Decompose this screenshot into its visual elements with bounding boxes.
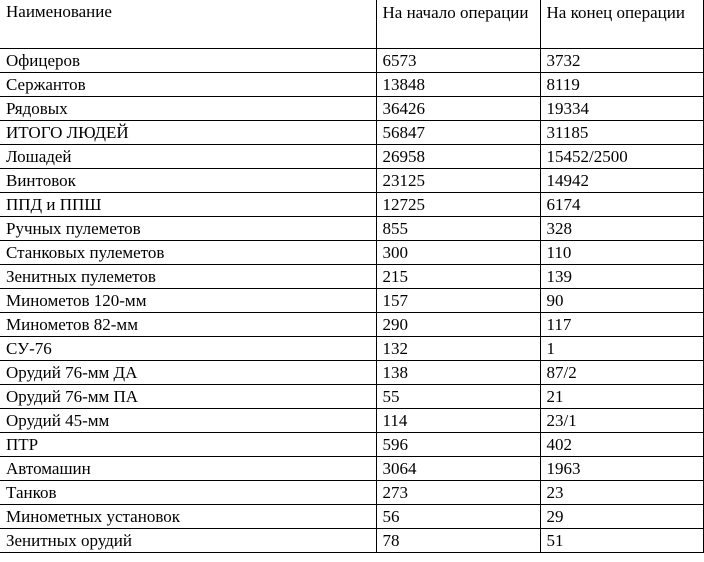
cell-end: 14942 <box>540 169 703 193</box>
cell-start: 273 <box>376 481 540 505</box>
cell-end: 51 <box>540 529 703 553</box>
cell-end: 110 <box>540 241 703 265</box>
table-row <box>0 217 703 241</box>
cell-end: 328 <box>540 217 703 241</box>
cell-start: 290 <box>376 313 540 337</box>
cell-end: 8119 <box>540 73 703 97</box>
cell-start: 3064 <box>376 457 540 481</box>
cell-start: 12725 <box>376 193 540 217</box>
cell-name: Зенитных орудий <box>0 529 376 553</box>
cell-end: 23/1 <box>540 409 703 433</box>
table-row <box>0 73 703 97</box>
cell-name: Минометов 82-мм <box>0 313 376 337</box>
table-body <box>0 49 703 553</box>
cell-start: 55 <box>376 385 540 409</box>
table-row <box>0 409 703 433</box>
table-row <box>0 193 703 217</box>
cell-name: Зенитных пулеметов <box>0 265 376 289</box>
cell-end: 6174 <box>540 193 703 217</box>
cell-start: 157 <box>376 289 540 313</box>
cell-end: 1963 <box>540 457 703 481</box>
header-end: На конец операции <box>540 0 703 49</box>
cell-start: 114 <box>376 409 540 433</box>
table-row <box>0 49 703 73</box>
table-row <box>0 145 703 169</box>
cell-end: 21 <box>540 385 703 409</box>
cell-name: Лошадей <box>0 145 376 169</box>
cell-name: Минометов 120-мм <box>0 289 376 313</box>
cell-start: 26958 <box>376 145 540 169</box>
table-row <box>0 505 703 529</box>
cell-end: 3732 <box>540 49 703 73</box>
cell-name: СУ-76 <box>0 337 376 361</box>
table-row <box>0 361 703 385</box>
table-row <box>0 481 703 505</box>
cell-start: 855 <box>376 217 540 241</box>
table-row <box>0 289 703 313</box>
table-row <box>0 457 703 481</box>
cell-name: Ручных пулеметов <box>0 217 376 241</box>
cell-name: ППД и ППШ <box>0 193 376 217</box>
table-row <box>0 529 703 553</box>
header-start: На начало операции <box>376 0 540 49</box>
header-name: Наименование <box>0 0 376 49</box>
cell-name: Орудий 76-мм ДА <box>0 361 376 385</box>
cell-name: Орудий 45-мм <box>0 409 376 433</box>
cell-end: 19334 <box>540 97 703 121</box>
cell-start: 78 <box>376 529 540 553</box>
cell-name: Сержантов <box>0 73 376 97</box>
cell-end: 117 <box>540 313 703 337</box>
table-row <box>0 385 703 409</box>
cell-end: 31185 <box>540 121 703 145</box>
cell-name: ПТР <box>0 433 376 457</box>
table-header <box>0 0 703 49</box>
cell-start: 56 <box>376 505 540 529</box>
cell-end: 29 <box>540 505 703 529</box>
cell-start: 215 <box>376 265 540 289</box>
cell-start: 23125 <box>376 169 540 193</box>
cell-name: Автомашин <box>0 457 376 481</box>
cell-name: Минометных установок <box>0 505 376 529</box>
cell-start: 596 <box>376 433 540 457</box>
cell-end: 23 <box>540 481 703 505</box>
cell-end: 1 <box>540 337 703 361</box>
cell-name: Офицеров <box>0 49 376 73</box>
cell-name: Винтовок <box>0 169 376 193</box>
table-row <box>0 313 703 337</box>
cell-start: 132 <box>376 337 540 361</box>
table-row <box>0 241 703 265</box>
cell-start: 300 <box>376 241 540 265</box>
cell-name: Танков <box>0 481 376 505</box>
cell-name: Орудий 76-мм ПА <box>0 385 376 409</box>
cell-name: ИТОГО ЛЮДЕЙ <box>0 121 376 145</box>
cell-start: 36426 <box>376 97 540 121</box>
cell-name: Рядовых <box>0 97 376 121</box>
cell-start: 6573 <box>376 49 540 73</box>
table-row <box>0 169 703 193</box>
table-row <box>0 121 703 145</box>
table-row <box>0 337 703 361</box>
cell-start: 13848 <box>376 73 540 97</box>
cell-end: 139 <box>540 265 703 289</box>
cell-end: 90 <box>540 289 703 313</box>
cell-start: 138 <box>376 361 540 385</box>
header-row <box>0 0 703 49</box>
cell-name: Станковых пулеметов <box>0 241 376 265</box>
cell-end: 87/2 <box>540 361 703 385</box>
table-row <box>0 97 703 121</box>
cell-end: 15452/2500 <box>540 145 703 169</box>
table-row <box>0 433 703 457</box>
table-row <box>0 265 703 289</box>
cell-start: 56847 <box>376 121 540 145</box>
cell-end: 402 <box>540 433 703 457</box>
